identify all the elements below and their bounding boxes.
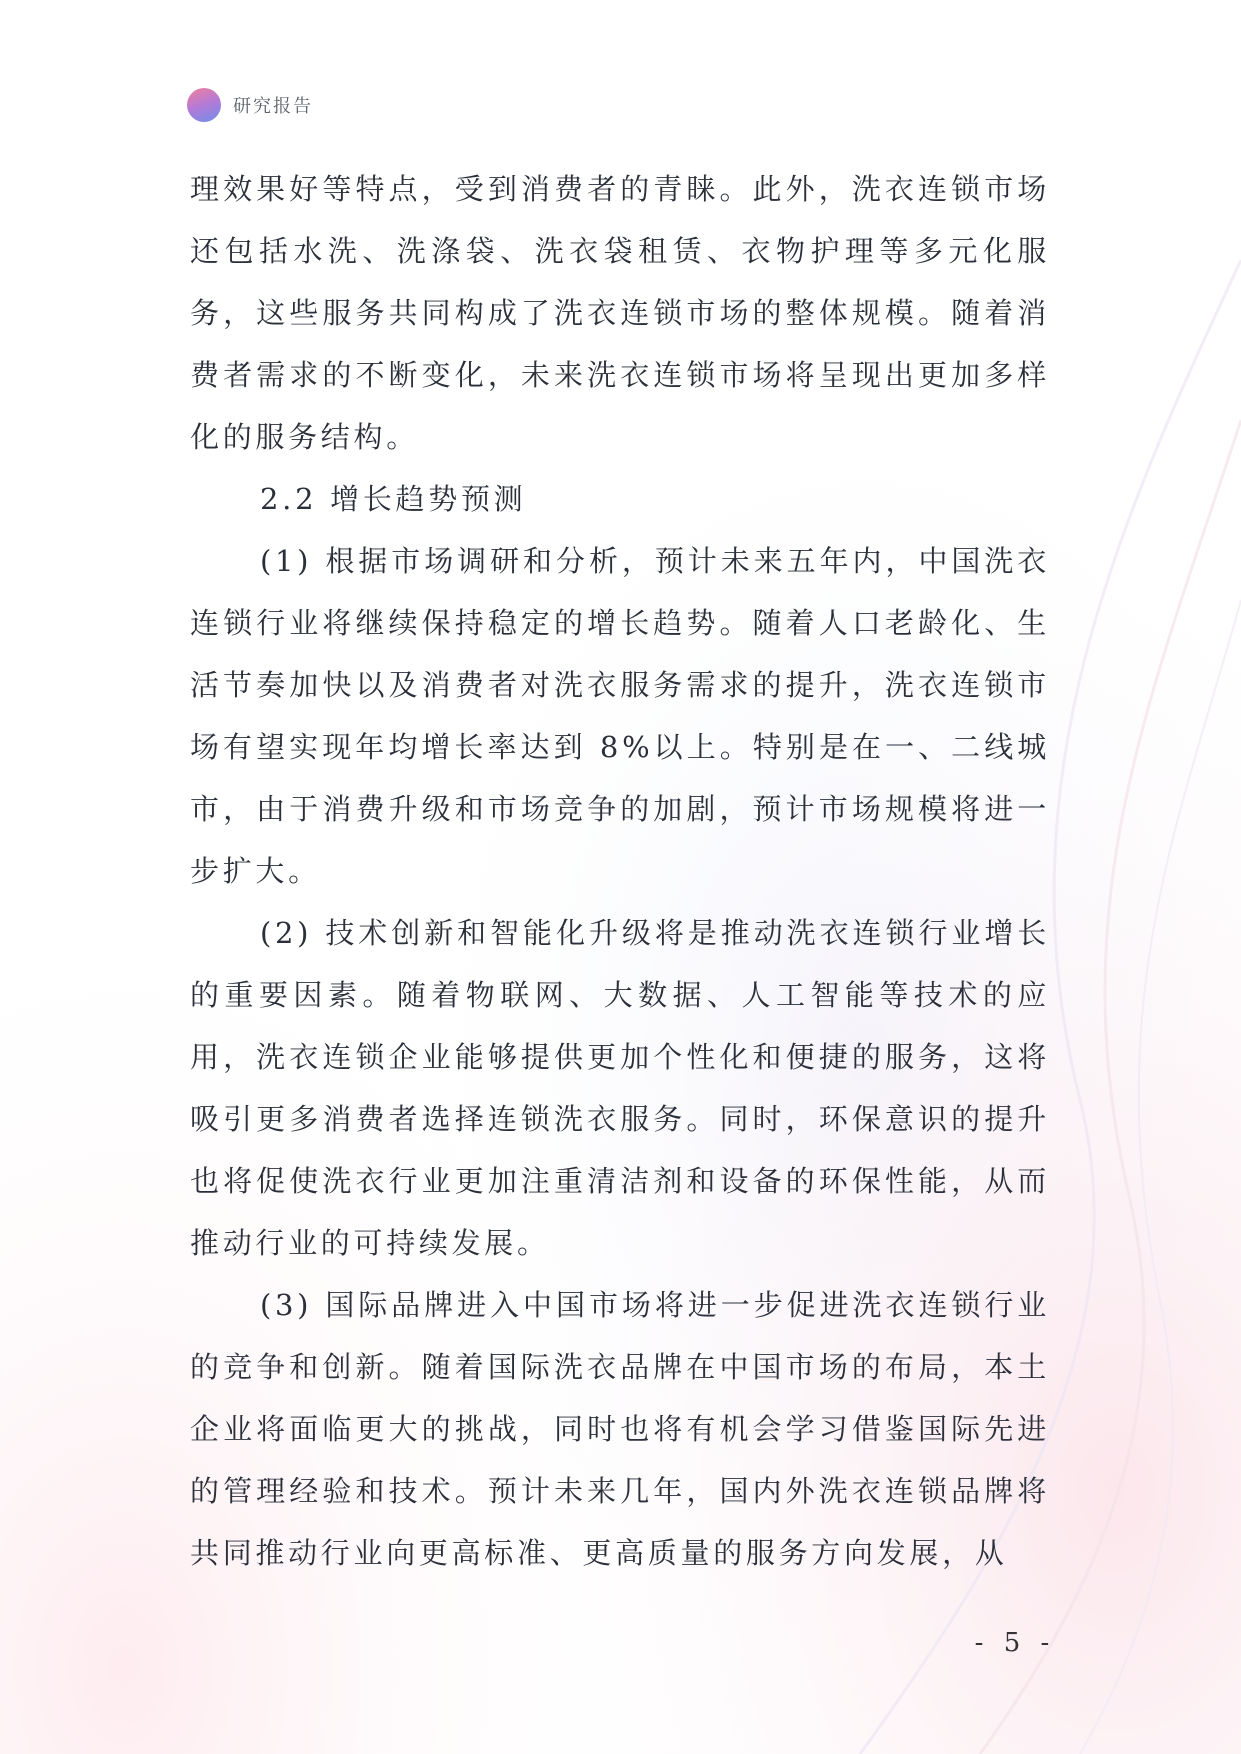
paragraph-item-3: (3) 国际品牌进入中国市场将进一步促进洗衣连锁行业的竞争和创新。随着国际洗衣品牌在中国市场的布局，本土企业将面临更大的挑战，同时也将有机会学习借鉴国际先进的管理经验和技术。预计未来几年，国内外洗衣连锁品牌将共同推动行业向更高标准、更高质量的服务方向发展，从 (190, 1288, 1050, 1570)
paragraph-item-1: (1) 根据市场调研和分析，预计未来五年内，中国洗衣连锁行业将继续保持稳定的增长趋势。随着人口老龄化、生活节奏加快以及消费者对洗衣服务需求的提升，洗衣连锁市场有望实现年均增长率达到 8%以上。特别是在一、二线城市，由于消费升级和市场竞争的加剧，预计市场规模将进一步扩大。 (190, 544, 1050, 888)
logo-circle-icon (187, 88, 221, 122)
paragraph-continuation: 理效果好等特点，受到消费者的青睐。此外，洗衣连锁市场还包括水洗、洗涤袋、洗衣袋租赁、衣物护理等多元化服务，这些服务共同构成了洗衣连锁市场的整体规模。随着消费者需求的不断变化，未来洗衣连锁市场将呈现出更加多样化的服务结构。 (190, 172, 1050, 454)
body-text (190, 158, 1050, 1584)
header (187, 88, 313, 122)
header-label: 研究报告 (233, 96, 313, 117)
page-number: - 5 - (974, 1628, 1056, 1658)
paragraph-item-2: (2) 技术创新和智能化升级将是推动洗衣连锁行业增长的重要因素。随着物联网、大数据、人工智能等技术的应用，洗衣连锁企业能够提供更加个性化和便捷的服务，这将吸引更多消费者选择连锁洗衣服务。同时，环保意识的提升也将促使洗衣行业更加注重清洁剂和设备的环保性能，从而推动行业的可持续发展。 (190, 916, 1050, 1260)
section-heading: 2.2 增长趋势预测 (260, 482, 527, 516)
